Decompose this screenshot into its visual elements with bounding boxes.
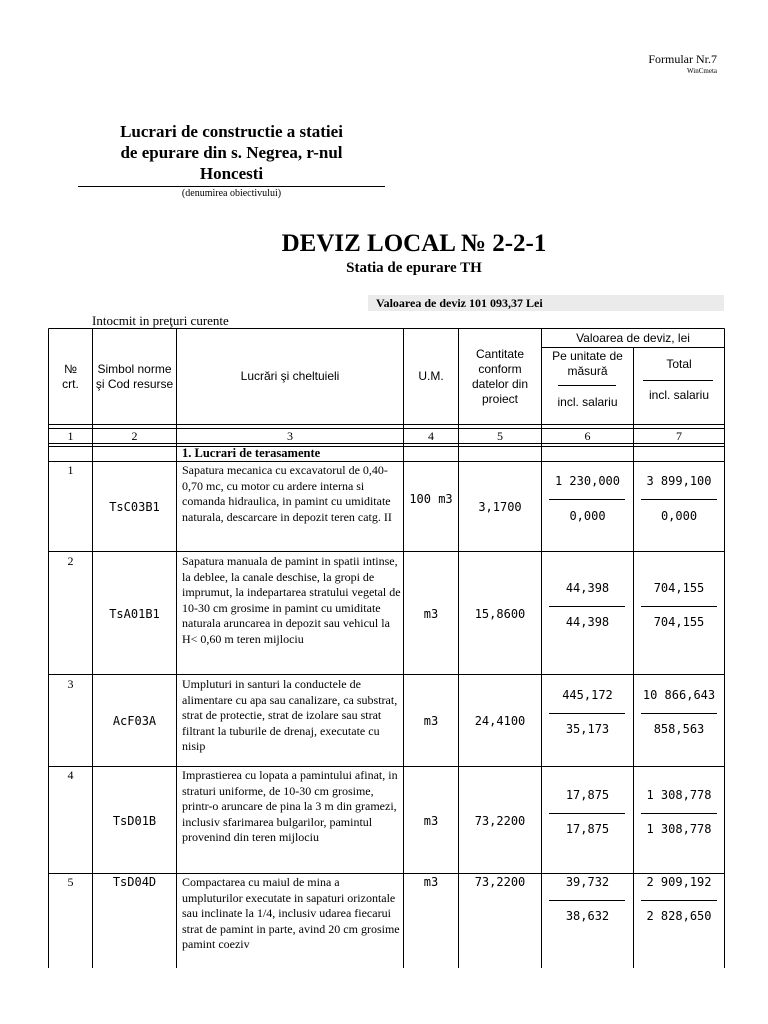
header-value-group: Valoarea de deviz, lei	[576, 330, 690, 345]
row-total-value: 704,155	[653, 581, 705, 595]
row-total-value: 10 866,643	[642, 688, 716, 702]
row-unit-value: 1 230,000	[554, 474, 621, 488]
row-nr: 1	[67, 463, 74, 477]
row-nr: 3	[67, 677, 74, 691]
row-unit-value: 17,875	[565, 788, 610, 802]
row-nr: 5	[67, 875, 74, 889]
row-code: TsD04D	[112, 875, 157, 889]
row-code: TsA01B1	[109, 607, 160, 621]
row-total-value: 3 899,100	[646, 474, 712, 488]
row-unit-salary: 44,398	[565, 615, 610, 629]
header-total-salary: incl. salariu	[648, 387, 710, 402]
row-total-salary: 1 308,778	[646, 822, 712, 836]
prices-note: Intocmit in preţuri curente	[92, 313, 229, 328]
row-total-salary: 0,000	[660, 509, 698, 523]
row-qty: 24,4100	[474, 714, 526, 728]
header-divider	[643, 380, 713, 381]
row-nr: 4	[67, 768, 74, 782]
row-description: Sapatura manuala de pamint in spatii intinse, la deblee, la canale deschise, la gropi de imprumut, la indepartarea stratului vegetal de 10-30 cm grosime in pamint cu umiditate naturala aruncarea in depozit sau vehicul la H< 0,60 m teren mijlociu	[182, 554, 401, 646]
fraction-line	[641, 813, 717, 814]
row-unit-salary: 38,632	[565, 909, 610, 923]
row-unit-salary: 0,000	[569, 509, 606, 523]
header-um: U.M.	[418, 369, 444, 383]
header-symbol: Simbol norme şi Cod resurse	[95, 361, 174, 391]
row-unit-value: 44,398	[565, 581, 610, 595]
row-total-value: 1 308,778	[646, 788, 712, 802]
col-number: 2	[131, 429, 138, 443]
row-um: 100 m3	[409, 492, 453, 506]
row-code: TsC03B1	[109, 500, 160, 514]
row-description: Imprastierea cu lopata a pamintului afinat, in straturi uniforme, de 10-30 cm grosime, printr-o aruncare de pina la 3 m din gramezi, inclusiv sfarimarea bulgarilor, pamintul provenind din teren mijlociu	[182, 768, 398, 845]
row-qty: 73,2200	[474, 814, 526, 828]
row-um: m3	[423, 814, 439, 828]
fraction-line	[641, 606, 717, 607]
row-unit-value: 445,172	[562, 688, 613, 702]
row-description: Compactarea cu maiul de mina a umpluturilor executate in sapaturi orizontale sau inclinate la 1/4, inclusiv udarea fiecarui strat de pamint in parte, avind 20 cm grosime pamint coeziv	[182, 875, 400, 952]
fraction-line	[641, 499, 717, 500]
col-number: 5	[497, 429, 503, 443]
row-total-value: 2 909,192	[646, 875, 712, 889]
row-total-salary: 704,155	[653, 615, 705, 629]
col-number: 3	[287, 429, 293, 443]
section-heading: 1. Lucrari de terasamente	[182, 446, 321, 460]
row-nr: 2	[67, 554, 74, 568]
row-total-salary: 2 828,650	[646, 909, 712, 923]
row-total-salary: 858,563	[653, 722, 705, 736]
fraction-line	[549, 499, 625, 500]
row-qty: 73,2200	[474, 875, 526, 889]
row-um: m3	[423, 875, 439, 889]
document-title: DEVIZ LOCAL № 2-2-1	[281, 230, 547, 257]
header-divider	[558, 385, 616, 386]
fraction-line	[549, 713, 625, 714]
header-total: Total	[666, 356, 692, 371]
header-per-unit: Pe unitate de măsură	[552, 349, 623, 378]
object-caption: (denumirea obiectivului)	[181, 188, 282, 199]
row-code: AcF03A	[112, 714, 157, 728]
form-number: Formular Nr.7	[648, 52, 717, 66]
row-um: m3	[423, 607, 439, 621]
fraction-line	[549, 606, 625, 607]
fraction-line	[549, 813, 625, 814]
object-title-line: Honcesti	[199, 164, 264, 183]
row-code: TsD01B	[112, 814, 157, 828]
row-description: Umpluturi in santuri la conductele de alimentare cu apa sau canalizare, ca substrat, strat de protectie, strat de izolare sau strat filtrant la tuburile de drenaj, executate cu nisip	[182, 677, 398, 754]
object-title-line: de epurare din s. Negrea, r-nul	[120, 143, 343, 162]
document-subtitle: Statia de epurare TH	[346, 260, 482, 276]
row-unit-salary: 17,875	[565, 822, 610, 836]
header-per-unit-salary: incl. salariu	[557, 394, 618, 409]
fraction-line	[641, 900, 717, 901]
header-works: Lucrări şi cheltuieli	[240, 369, 340, 383]
col-number: 1	[67, 429, 74, 443]
deviz-value: Valoarea de deviz 101 093,37 Lei	[376, 296, 543, 310]
software-name: WinCmeta	[686, 67, 717, 75]
col-number: 4	[428, 429, 434, 443]
col-number: 6	[584, 429, 591, 443]
header-qty: Cantitate conform datelor din proiect	[471, 346, 529, 406]
row-qty: 3,1700	[478, 500, 522, 514]
row-description: Sapatura mecanica cu excavatorul de 0,40-0,70 mc, cu motor cu ardere interna si comanda hidraulica, in pamint cu umiditate naturala, descarcare in depozit teren catg. II	[182, 463, 392, 524]
row-qty: 15,8600	[474, 607, 526, 621]
row-unit-value: 39,732	[565, 875, 610, 889]
row-unit-salary: 35,173	[565, 722, 610, 736]
fraction-line	[549, 900, 625, 901]
fraction-line	[641, 713, 717, 714]
row-um: m3	[423, 714, 439, 728]
col-number: 7	[676, 429, 682, 443]
header-nr: № crt.	[62, 361, 79, 391]
object-title-line: Lucrari de constructie a statiei	[120, 122, 343, 141]
